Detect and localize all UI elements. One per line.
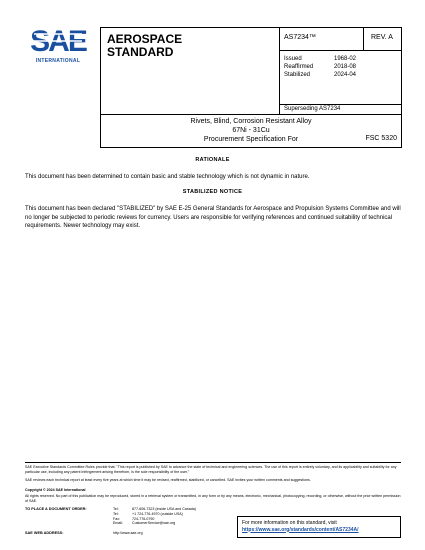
tel-label: Tel:: [113, 507, 119, 511]
stabilized-notice-text: This document has been declared "STABILIZED" by SAE E-25 General Standards for Aerospace and Propulsion Systems Committee and will no longer be subjected to periodic reviews for currency. Users are responsible for verifying references and continued suitability of technical requirements. Newer technology may exist.: [25, 206, 401, 229]
rationale-text: This document has been determined to contain basic and stable technology which is not dynamic in nature.: [25, 174, 310, 180]
web-label: SAE WEB ADDRESS:: [25, 531, 64, 535]
more-info-box: [237, 516, 401, 538]
email-value[interactable]: CustomerService@sae.org: [132, 521, 176, 526]
footer-note-2: SAE reviews each technical report at least every five years at which time it may be revised, reaffirmed, stabilized, or cancelled. SAE invites your written comments and suggestions.: [25, 478, 311, 482]
issued-date: 1968-02: [334, 56, 357, 62]
standard-link[interactable]: https://www.sae.org/standards/content/AS7234A/: [242, 526, 359, 533]
fax-label: Fax:: [113, 516, 120, 521]
more-info-text: For more information on this standard, visit: [242, 520, 337, 526]
title-line2: 67Ni - 31Cu: [232, 127, 270, 134]
email-label: Email:: [113, 521, 123, 526]
header-block: [100, 27, 402, 115]
stabilized-label: Stabilized: [284, 72, 311, 78]
issued-label: Issued: [284, 56, 302, 62]
sae-logo: [28, 24, 88, 66]
rationale-heading: RATIONALE: [195, 157, 230, 163]
revision: REV. A: [371, 34, 393, 41]
title-line3: Procurement Specification For: [203, 136, 299, 143]
tel-value: 877-606-7323 (inside USA and Canada): [132, 507, 196, 511]
tel2-label: Tel:: [113, 511, 119, 516]
contact-values: [132, 507, 196, 526]
standard-title-line1: AEROSPACE: [107, 32, 183, 46]
footer-note-1: SAE Executive Standards Committee Rules provide that: "This report is published by SAE to advance the state of technical and engineering sciences. The use of this report is entirely voluntary, and its applicability and suitability for any particular use, including any patent infringement arising therefrom, is the sole responsibility of the user.": [25, 465, 397, 474]
footer-note-3: All rights reserved. No part of this publication may be reproduced, stored in a retrieval system or transmitted, in any form or by any means, electronic, mechanical, photocopying, recording, or otherwise, without the prior written permission of SAE.: [25, 494, 401, 503]
reaffirmed-label: Reaffirmed: [284, 64, 314, 70]
standard-title-line2: STANDARD: [107, 45, 174, 59]
fax-value: 724-776-0790: [132, 516, 155, 521]
dates-table: [284, 55, 356, 79]
order-label: TO PLACE A DOCUMENT ORDER:: [25, 507, 87, 511]
stabilized-date: 2024-04: [334, 72, 357, 78]
title-block: [100, 115, 402, 148]
footer-divider: [25, 462, 401, 463]
title-line1: Rivets, Blind, Corrosion Resistant Alloy: [190, 118, 312, 125]
standard-title: [107, 33, 182, 59]
fsc-code: FSC 5320: [365, 135, 397, 142]
document-number: AS7234™: [284, 34, 316, 41]
tel2-value: +1 724-776-4970 (outside USA): [132, 511, 183, 516]
reaffirmed-date: 2018-08: [334, 64, 357, 70]
stabilized-notice-heading: STABILIZED NOTICE: [182, 189, 243, 195]
copyright: Copyright © 2024 SAE International: [25, 488, 86, 492]
web-value[interactable]: http://www.sae.org: [113, 531, 143, 535]
superseding-note: Superseding AS7234: [284, 106, 341, 112]
sae-logo-icon: [28, 24, 88, 56]
contact-labels: [113, 507, 123, 526]
sae-logo-subtitle: INTERNATIONAL: [35, 58, 81, 64]
sae-logo-mark: SAE: [30, 25, 86, 56]
